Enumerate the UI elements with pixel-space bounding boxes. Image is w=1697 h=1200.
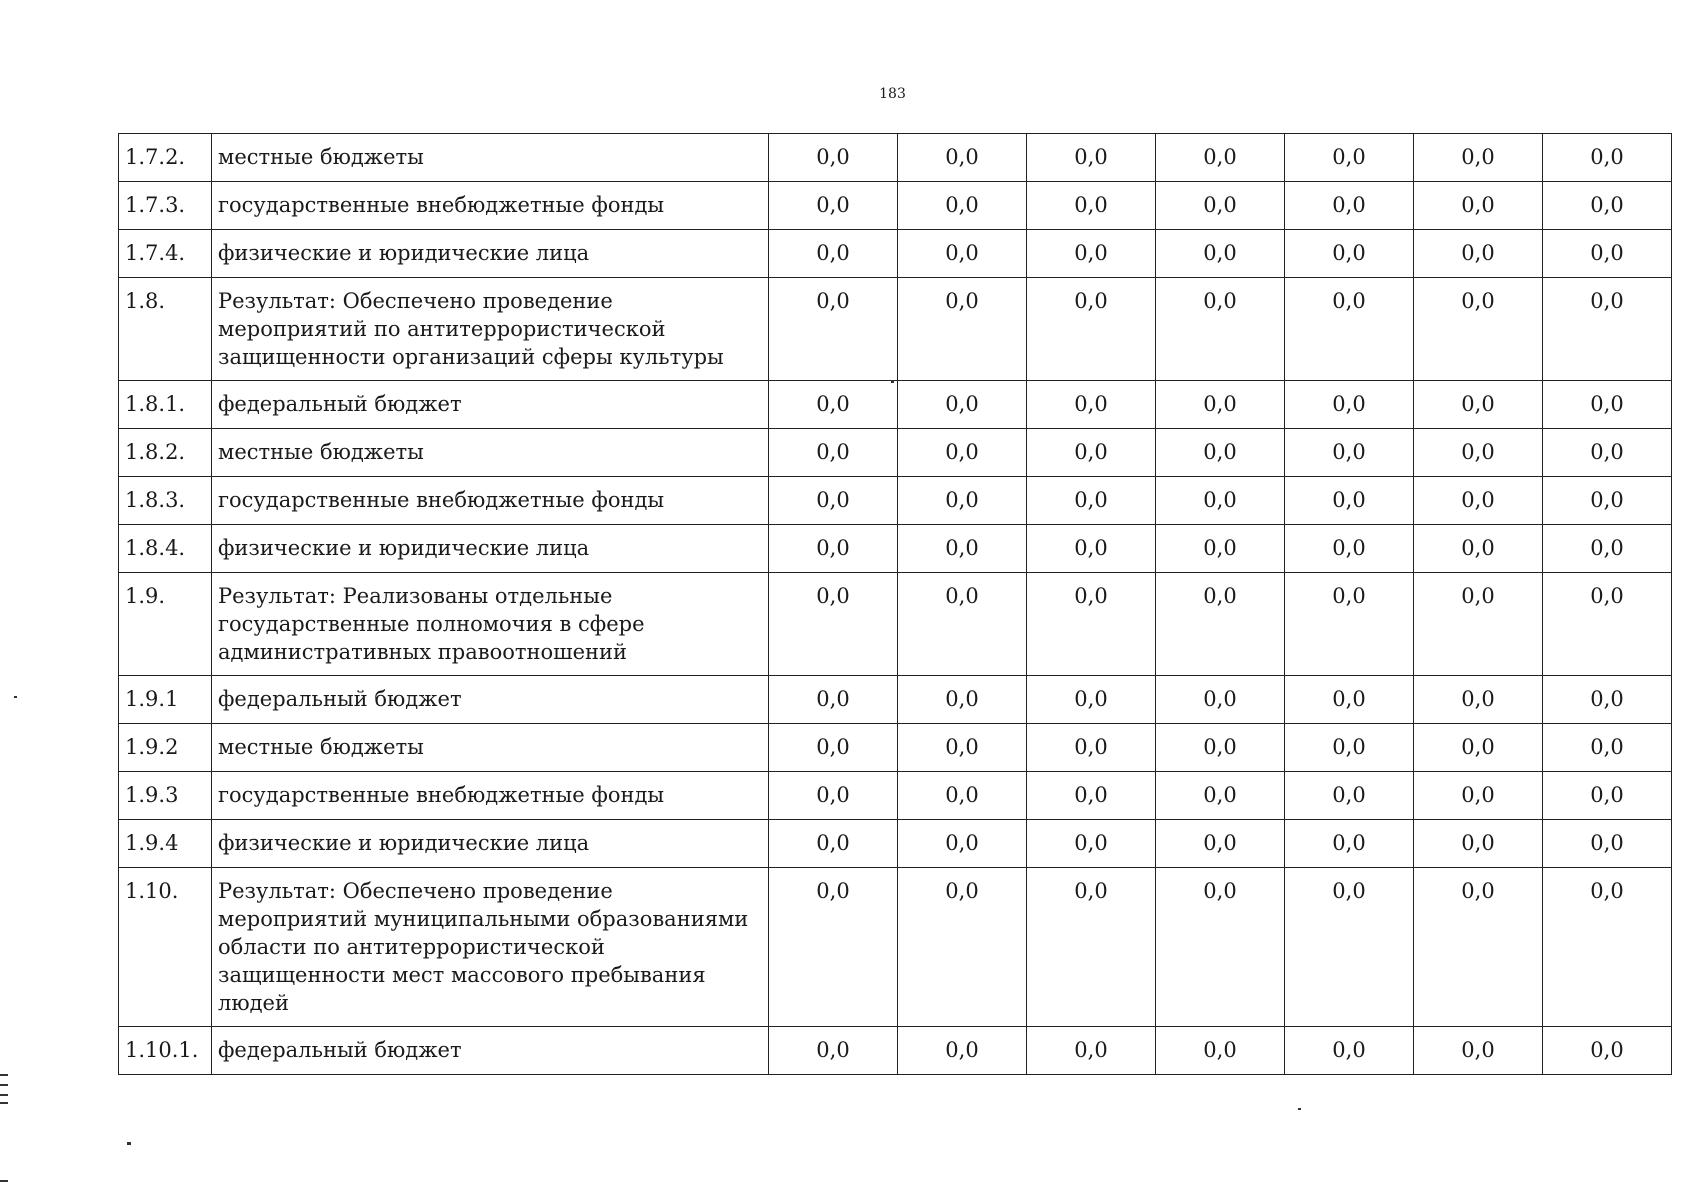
value-cell: 0,0 [898, 676, 1027, 724]
value-cell: 0,0 [769, 676, 898, 724]
table-row [119, 182, 1672, 230]
value-cell: 0,0 [1156, 134, 1285, 182]
value-cell: 0,0 [769, 820, 898, 868]
value-cell: 0,0 [1156, 477, 1285, 525]
value-cell: 0,0 [1543, 772, 1672, 820]
value-cell: 0,0 [1156, 182, 1285, 230]
value-cell: 0,0 [898, 868, 1027, 1027]
value-cell: 0,0 [769, 134, 898, 182]
row-code: 1.9.2 [119, 724, 212, 772]
value-cell: 0,0 [1414, 429, 1543, 477]
value-cell: 0,0 [1027, 1027, 1156, 1075]
value-cell: 0,0 [1543, 134, 1672, 182]
row-code: 1.9. [119, 573, 212, 676]
row-name: федеральный бюджет [212, 381, 769, 429]
value-cell: 0,0 [1027, 182, 1156, 230]
value-cell: 0,0 [769, 477, 898, 525]
scan-mark [127, 1142, 131, 1145]
row-name: Результат: Обеспечено проведение мероприятий муниципальными образованиями области по антитеррористической защищенности мест массового пребывания людей [212, 868, 769, 1027]
value-cell: 0,0 [1543, 429, 1672, 477]
value-cell: 0,0 [1027, 429, 1156, 477]
value-cell: 0,0 [1156, 573, 1285, 676]
value-cell: 0,0 [1543, 1027, 1672, 1075]
value-cell: 0,0 [1285, 573, 1414, 676]
row-name: государственные внебюджетные фонды [212, 772, 769, 820]
value-cell: 0,0 [1543, 820, 1672, 868]
value-cell: 0,0 [898, 525, 1027, 573]
value-cell: 0,0 [769, 182, 898, 230]
value-cell: 0,0 [898, 182, 1027, 230]
value-cell: 0,0 [1156, 868, 1285, 1027]
value-cell: 0,0 [1414, 477, 1543, 525]
table-row [119, 477, 1672, 525]
budget-table [118, 133, 1672, 1075]
value-cell: 0,0 [1414, 868, 1543, 1027]
value-cell: 0,0 [1414, 182, 1543, 230]
value-cell: 0,0 [898, 724, 1027, 772]
value-cell: 0,0 [898, 134, 1027, 182]
value-cell: 0,0 [1156, 676, 1285, 724]
table-row [119, 278, 1672, 381]
value-cell: 0,0 [898, 230, 1027, 278]
table-row [119, 525, 1672, 573]
row-code: 1.8.1. [119, 381, 212, 429]
value-cell: 0,0 [1414, 525, 1543, 573]
value-cell: 0,0 [1285, 820, 1414, 868]
value-cell: 0,0 [898, 772, 1027, 820]
value-cell: 0,0 [1027, 477, 1156, 525]
table-row [119, 381, 1672, 429]
value-cell: 0,0 [1285, 278, 1414, 381]
value-cell: 0,0 [898, 429, 1027, 477]
value-cell: 0,0 [769, 429, 898, 477]
value-cell: 0,0 [1285, 477, 1414, 525]
value-cell: 0,0 [769, 868, 898, 1027]
value-cell: 0,0 [1285, 868, 1414, 1027]
value-cell: 0,0 [1285, 230, 1414, 278]
row-name: федеральный бюджет [212, 676, 769, 724]
value-cell: 0,0 [1543, 381, 1672, 429]
value-cell: 0,0 [898, 477, 1027, 525]
value-cell: 0,0 [1156, 772, 1285, 820]
row-name: государственные внебюджетные фонды [212, 182, 769, 230]
table-row [119, 724, 1672, 772]
value-cell: 0,0 [1543, 676, 1672, 724]
scan-mark [0, 1102, 8, 1104]
value-cell: 0,0 [769, 1027, 898, 1075]
value-cell: 0,0 [1156, 278, 1285, 381]
value-cell: 0,0 [1156, 525, 1285, 573]
value-cell: 0,0 [1285, 525, 1414, 573]
value-cell: 0,0 [1285, 1027, 1414, 1075]
value-cell: 0,0 [1285, 134, 1414, 182]
table-row [119, 868, 1672, 1027]
value-cell: 0,0 [1285, 381, 1414, 429]
value-cell: 0,0 [1543, 230, 1672, 278]
value-cell: 0,0 [769, 230, 898, 278]
value-cell: 0,0 [1156, 1027, 1285, 1075]
value-cell: 0,0 [769, 772, 898, 820]
value-cell: 0,0 [1414, 573, 1543, 676]
row-code: 1.8.3. [119, 477, 212, 525]
value-cell: 0,0 [769, 278, 898, 381]
row-name: Результат: Реализованы отдельные государственные полномочия в сфере административных правоотношений [212, 573, 769, 676]
value-cell: 0,0 [769, 381, 898, 429]
value-cell: 0,0 [898, 278, 1027, 381]
row-name: местные бюджеты [212, 429, 769, 477]
value-cell: 0,0 [1156, 429, 1285, 477]
scan-mark [891, 380, 894, 383]
value-cell: 0,0 [1156, 724, 1285, 772]
row-code: 1.10. [119, 868, 212, 1027]
row-code: 1.9.3 [119, 772, 212, 820]
row-code: 1.7.4. [119, 230, 212, 278]
table-row [119, 1027, 1672, 1075]
row-code: 1.9.1 [119, 676, 212, 724]
table-row [119, 134, 1672, 182]
value-cell: 0,0 [1543, 477, 1672, 525]
scan-mark [0, 1094, 8, 1096]
value-cell: 0,0 [1027, 525, 1156, 573]
value-cell: 0,0 [1156, 820, 1285, 868]
scan-mark [0, 1180, 8, 1182]
value-cell: 0,0 [1027, 573, 1156, 676]
row-code: 1.8.4. [119, 525, 212, 573]
value-cell: 0,0 [1027, 381, 1156, 429]
page-number: 183 [879, 86, 906, 102]
value-cell: 0,0 [1027, 868, 1156, 1027]
value-cell: 0,0 [1027, 772, 1156, 820]
value-cell: 0,0 [1285, 772, 1414, 820]
value-cell: 0,0 [1414, 278, 1543, 381]
scan-mark [0, 1074, 8, 1076]
row-name: местные бюджеты [212, 134, 769, 182]
value-cell: 0,0 [1543, 724, 1672, 772]
value-cell: 0,0 [898, 820, 1027, 868]
value-cell: 0,0 [1285, 724, 1414, 772]
value-cell: 0,0 [1414, 381, 1543, 429]
value-cell: 0,0 [1414, 676, 1543, 724]
table-row [119, 230, 1672, 278]
value-cell: 0,0 [1285, 182, 1414, 230]
value-cell: 0,0 [898, 1027, 1027, 1075]
value-cell: 0,0 [769, 525, 898, 573]
table-row [119, 676, 1672, 724]
row-name: физические и юридические лица [212, 820, 769, 868]
value-cell: 0,0 [1027, 724, 1156, 772]
table-row [119, 429, 1672, 477]
value-cell: 0,0 [1027, 134, 1156, 182]
value-cell: 0,0 [1543, 182, 1672, 230]
value-cell: 0,0 [898, 573, 1027, 676]
table-row [119, 772, 1672, 820]
row-name: государственные внебюджетные фонды [212, 477, 769, 525]
value-cell: 0,0 [769, 573, 898, 676]
value-cell: 0,0 [1414, 820, 1543, 868]
value-cell: 0,0 [1027, 278, 1156, 381]
value-cell: 0,0 [1414, 230, 1543, 278]
value-cell: 0,0 [1027, 676, 1156, 724]
value-cell: 0,0 [1543, 573, 1672, 676]
row-code: 1.7.3. [119, 182, 212, 230]
table-row [119, 820, 1672, 868]
value-cell: 0,0 [1414, 772, 1543, 820]
value-cell: 0,0 [1285, 429, 1414, 477]
value-cell: 0,0 [1285, 676, 1414, 724]
value-cell: 0,0 [1414, 724, 1543, 772]
row-name: федеральный бюджет [212, 1027, 769, 1075]
value-cell: 0,0 [1156, 230, 1285, 278]
value-cell: 0,0 [1543, 868, 1672, 1027]
scan-mark [1298, 1108, 1301, 1110]
table-body [119, 134, 1672, 1075]
value-cell: 0,0 [1543, 278, 1672, 381]
row-name: местные бюджеты [212, 724, 769, 772]
value-cell: 0,0 [769, 724, 898, 772]
row-code: 1.9.4 [119, 820, 212, 868]
row-name: Результат: Обеспечено проведение мероприятий по антитеррористической защищенности организаций сферы культуры [212, 278, 769, 381]
row-code: 1.8.2. [119, 429, 212, 477]
value-cell: 0,0 [1543, 525, 1672, 573]
scan-mark [14, 696, 17, 698]
scan-mark [0, 1084, 8, 1086]
value-cell: 0,0 [1027, 230, 1156, 278]
row-code: 1.8. [119, 278, 212, 381]
row-code: 1.7.2. [119, 134, 212, 182]
row-code: 1.10.1. [119, 1027, 212, 1075]
row-name: физические и юридические лица [212, 230, 769, 278]
row-name: физические и юридические лица [212, 525, 769, 573]
value-cell: 0,0 [1156, 381, 1285, 429]
value-cell: 0,0 [1414, 134, 1543, 182]
value-cell: 0,0 [1414, 1027, 1543, 1075]
value-cell: 0,0 [898, 381, 1027, 429]
value-cell: 0,0 [1027, 820, 1156, 868]
table-row [119, 573, 1672, 676]
